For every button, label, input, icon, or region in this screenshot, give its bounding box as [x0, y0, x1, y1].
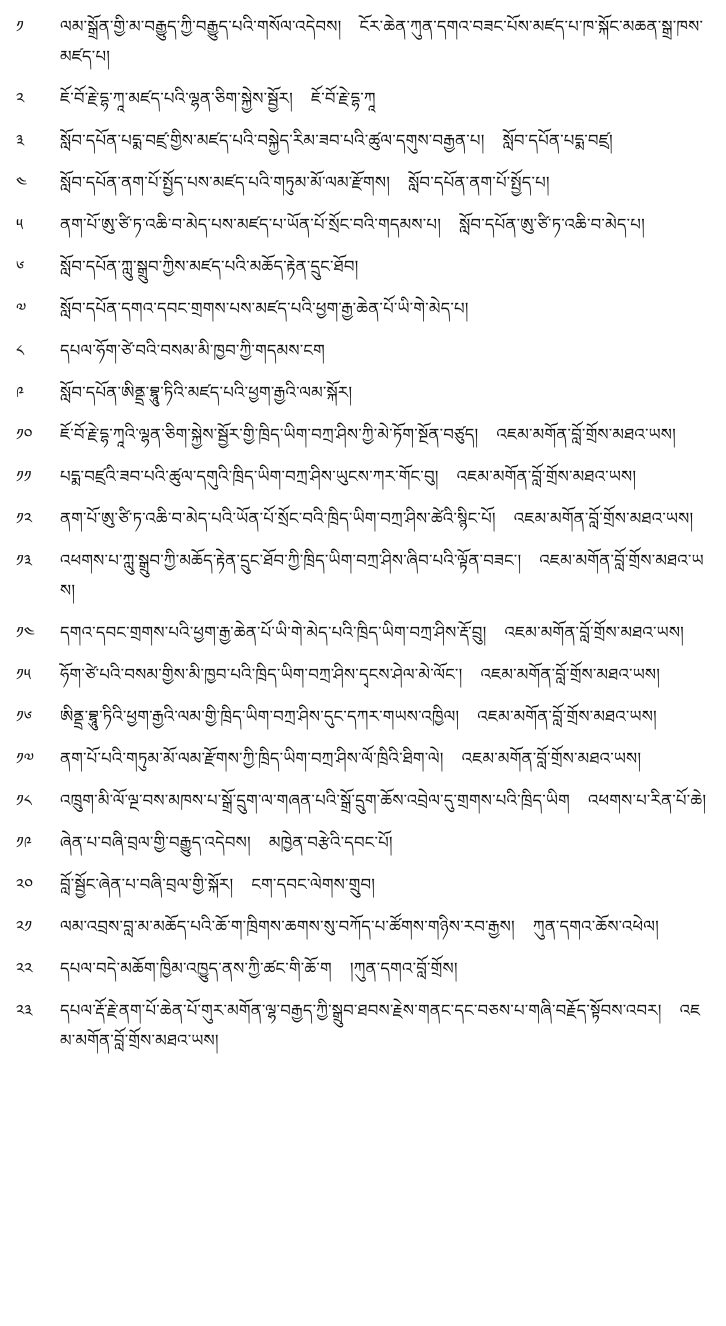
list-item — [16, 618, 712, 648]
entry-title: པདྨ་བཛྲའི་ཟབ་པའི་ཚུལ་དགུའི་ཁྲིད་ཡིག་བཀྲ་ཤིས་ཡུངས་ཀར་གོང་བུ། — [60, 467, 439, 486]
entry-number: ༢༢ — [16, 959, 33, 978]
entry-number: ༡ — [16, 17, 24, 36]
entry-title: སློབ་དཔོན་ནག་པོ་སྤྱོད་པས་མཛད་པའི་གཏུམ་མོ་ལམ་རྫོགས། — [60, 173, 391, 192]
entry-title: ཇོ་བོ་རྗེ་དྷ་ཀཱའི་ལྷན་ཅིག་སྐྱེས་སྦྱོར་གྱི་ཁྲིད་ཡིག་བཀྲ་ཤིས་ཀྱི་མེ་ཏོག་སྔོན་བཙུད། — [60, 425, 479, 444]
entry-title: དཔལ་རྡོ་རྗེ་ནག་པོ་ཆེན་པོ་གུར་མགོན་ལྷ་བརྒྱད་ཀྱི་སྒྲུབ་ཐབས་རྗེས་གནང་དང་བཅས་པ་གཞི་བརྗོད་སྟོབས་འབར། — [60, 1001, 662, 1020]
list-item — [16, 870, 712, 900]
entry-text — [60, 954, 712, 984]
entry-text — [60, 420, 712, 450]
entry-number: ༨ — [16, 341, 25, 360]
list-item — [16, 12, 712, 72]
entry-text — [60, 336, 712, 366]
entry-number: ༩ — [16, 383, 25, 402]
entry-title: དཔལ་བདེ་མཆོག་ཁྱིམ་འཁྱུད་ནས་ཀྱི་ཚང་གི་ཆོ་ག — [60, 959, 332, 978]
entry-title: སློབ་དཔོན་པདྨ་བཛྲ་གྱིས་མཛད་པའི་བསྐྱེད་རིམ་ཟབ་པའི་ཚུལ་དགུས་བརྒྱན་པ། — [60, 131, 485, 150]
entry-text — [60, 996, 712, 1056]
list-item — [16, 744, 712, 774]
list-item — [16, 996, 712, 1056]
entry-text — [60, 12, 712, 72]
entry-number: ༤ — [16, 173, 27, 192]
entry-title: ལམ་འབྲས་བླ་མ་མཆོད་པའི་ཆོ་ག་ཁྲིགས་ཆགས་སུ་བཀོད་པ་ཚོགས་གཉིས་རབ་རྒྱས། — [60, 917, 515, 936]
entry-text — [60, 294, 712, 324]
list-item — [16, 210, 712, 240]
entry-number: ༢༡ — [16, 917, 33, 936]
entry-title: སློབ་དཔོན་ཀླུ་སྒྲུབ་ཀྱིས་མཛད་པའི་མཆོད་རྟེན་དྲུང་ཐོབ། — [60, 257, 359, 276]
list-item — [16, 504, 712, 534]
entry-author: མཁྱེན་བརྩེའི་དབང་པོ། — [268, 833, 393, 852]
list-item — [16, 420, 712, 450]
entry-text — [60, 252, 712, 282]
entry-title: ནག་པོ་ཨུ་ཙི་ཏ་འཆི་བ་མེད་པས་མཛད་པ་ཡོན་པོ་སྲོང་བའི་གདམས་པ། — [60, 215, 442, 234]
entry-author: འཇམ་མགོན་བློ་གྲོས་མཐའ་ཡས། — [456, 467, 637, 486]
entry-author: །ཀུན་དགའ་བློ་གྲོས། — [349, 959, 458, 978]
entry-text — [60, 744, 712, 774]
entry-text — [60, 504, 712, 534]
list-item — [16, 954, 712, 984]
entry-number: ༢ — [16, 89, 25, 108]
entry-text — [60, 786, 712, 816]
entry-number: ༢༠ — [16, 875, 34, 894]
entry-number: ༡༨ — [16, 791, 32, 810]
entry-number: ༡༧ — [16, 749, 35, 768]
list-item — [16, 84, 712, 114]
entry-number: ༡༡ — [16, 467, 32, 486]
entry-title: སློབ་དཔོན་དགའ་དབང་གྲགས་པས་མཛད་པའི་ཕྱག་རྒྱ་ཆེན་པོ་ཡི་གེ་མེད་པ། — [60, 299, 469, 318]
entry-number: ༥ — [16, 215, 24, 234]
entry-author: ངོར་ཆེན་ཀུན་དགའ་བཟང་པོས་མཛད་པ་ཁ་སྐོང་མཆན་སྒྲ་ཁས་མཛད་པ། — [60, 17, 704, 66]
entry-title: ནག་པོ་ཨུ་ཙི་ཏ་འཆི་བ་མེད་པའི་ཡོན་པོ་སྲོང་བའི་ཁྲིད་ཡིག་བཀྲ་ཤིས་ཚེའི་སྙིང་པོ། — [60, 509, 496, 528]
entry-text — [60, 378, 712, 408]
list-item — [16, 168, 712, 198]
list-item — [16, 462, 712, 492]
entry-author: སློབ་དཔོན་ཨུ་ཙི་ཏ་འཆི་བ་མེད་པ། — [459, 215, 645, 234]
entry-author: འཇམ་མགོན་བློ་གྲོས་མཐའ་ཡས། — [60, 1001, 701, 1050]
entry-text — [60, 828, 712, 858]
entry-title: བློ་སྦྱོང་ཞེན་པ་བཞི་བྲལ་གྱི་སྐོར། — [60, 875, 234, 894]
entry-number: ༡༣ — [16, 551, 33, 570]
entry-number: ༡༠ — [16, 425, 33, 444]
entry-author: ངག་དབང་ལེགས་གྲུབ། — [251, 875, 376, 894]
entry-number: ༡༥ — [16, 665, 31, 684]
entry-number: ༡༦ — [16, 707, 33, 726]
list-item — [16, 252, 712, 282]
list-item — [16, 828, 712, 858]
entry-title: དཔལ་ཧོག་ཙེ་བའི་བསམ་མི་ཁྱབ་ཀྱི་གདམས་ངག — [60, 341, 325, 360]
entry-title: སློབ་དཔོན་ཨིནྡྲ་བྷཱུ་ཏིའི་མཛད་པའི་ཕྱག་རྒྱའི་ལམ་སྐོར། — [60, 383, 353, 402]
entry-number: ༡༩ — [16, 833, 32, 852]
list-item — [16, 702, 712, 732]
entry-author: སློབ་དཔོན་པདྨ་བཛྲ། — [502, 131, 613, 150]
entry-text — [60, 546, 712, 606]
entry-author: སློབ་དཔོན་ནག་པོ་སྤྱོད་པ། — [408, 173, 550, 192]
entry-text — [60, 168, 712, 198]
list-item — [16, 378, 712, 408]
entry-author: འཇམ་མགོན་བློ་གྲོས་མཐའ་ཡས། — [496, 425, 676, 444]
entry-author: འཇམ་མགོན་བློ་གྲོས་མཐའ་ཡས། — [461, 749, 642, 768]
entry-text — [60, 702, 712, 732]
entry-text — [60, 870, 712, 900]
entry-author: འཇམ་མགོན་བློ་གྲོས་མཐའ་ཡས། — [477, 707, 657, 726]
entry-title: ཞེན་པ་བཞི་བྲལ་གྱི་བརྒྱུད་འདེབས། — [60, 833, 251, 852]
entry-title: ཇོ་བོ་རྗེ་དྷ་ཀཱ་མཛད་པའི་ལྷན་ཅིག་སྐྱེས་སྦྱོར། — [60, 89, 293, 108]
entry-text — [60, 618, 712, 648]
entry-author: ཇོ་བོ་རྗེ་དྷ་ཀཱ — [311, 89, 376, 108]
entry-author: འཇམ་མགོན་བློ་གྲོས་མཐའ་ཡས། — [60, 551, 704, 600]
entry-author: འཇམ་མགོན་བློ་གྲོས་མཐའ་ཡས། — [504, 623, 685, 642]
entry-number: ༡༤ — [16, 623, 35, 642]
entry-number: ༡༢ — [16, 509, 33, 528]
entry-number: ༢༣ — [16, 1001, 33, 1020]
list-item — [16, 294, 712, 324]
entry-title: ནག་པོ་པའི་གཏུམ་མོ་ལམ་རྫོགས་ཀྱི་ཁྲིད་ཡིག་བཀྲ་ཤིས་ལོ་ཁྲིའི་ཐིག་ལེ། — [60, 749, 444, 768]
entry-number: ༦ — [16, 257, 25, 276]
entry-text — [60, 462, 712, 492]
entry-author: འཇམ་མགོན་བློ་གྲོས་མཐའ་ཡས། — [480, 665, 661, 684]
entry-text — [60, 660, 712, 690]
list-item — [16, 546, 712, 606]
list-item — [16, 912, 712, 942]
entry-author: འཕགས་པ་རིན་པོ་ཆེ། — [587, 791, 707, 810]
entry-author: ཀུན་དགའ་ཆོས་འཕེལ། — [532, 917, 659, 936]
list-item — [16, 336, 712, 366]
entry-title: དགའ་དབང་གྲགས་པའི་ཕྱག་རྒྱ་ཆེན་པོ་ཡི་གེ་མེད་པའི་ཁྲིད་ཡིག་བཀྲ་ཤིས་རྡོ་བྲུ། — [60, 623, 487, 642]
entry-text — [60, 84, 712, 114]
entry-text — [60, 210, 712, 240]
entry-title: ལམ་སྒྲོན་གྱི་མ་བརྒྱུད་ཀྱི་བརྒྱུད་པའི་གསོལ་འདེབས། — [60, 17, 342, 36]
entry-number: ༣ — [16, 131, 25, 150]
entry-text — [60, 126, 712, 156]
list-item — [16, 660, 712, 690]
list-item — [16, 786, 712, 816]
entry-title: འཁྲུག་མི་ལོ་ལྔ་བས་མཁས་པ་སྒྲོ་དྲུག་ལ་གཞན་པའི་སྒྲོ་དྲུག་ཆོས་འབྲེལ་དུ་གྲགས་པའི་ཁྲིད་ཡིག — [60, 791, 570, 810]
entry-author: འཇམ་མགོན་བློ་གྲོས་མཐའ་ཡས། — [513, 509, 694, 528]
entry-title: འཕགས་པ་ཀླུ་སྒྲུབ་ཀྱི་མཆོད་རྟེན་དྲུང་ཐོབ་ཀྱི་ཁྲིད་ཡིག་བཀྲ་ཤིས་ཞིབ་པའི་ལྟོན་བཟང་། — [60, 551, 522, 570]
entry-title: ཨིནྡྲ་བྷཱུ་ཏིའི་ཕྱག་རྒྱའི་ལམ་གྱི་ཁྲིད་ཡིག་བཀྲ་ཤིས་དུང་དཀར་གཡས་འཁྱིལ། — [60, 707, 460, 726]
entry-title: ཧོག་ཙེ་པའི་བསམ་གྱིས་མི་ཁྱབ་པའི་ཁྲིད་ཡིག་བཀྲ་ཤིས་དྭངས་ཤེལ་མེ་ལོང་། — [60, 665, 463, 684]
entry-text — [60, 912, 712, 942]
entry-number: ༧ — [16, 299, 27, 318]
list-item — [16, 126, 712, 156]
